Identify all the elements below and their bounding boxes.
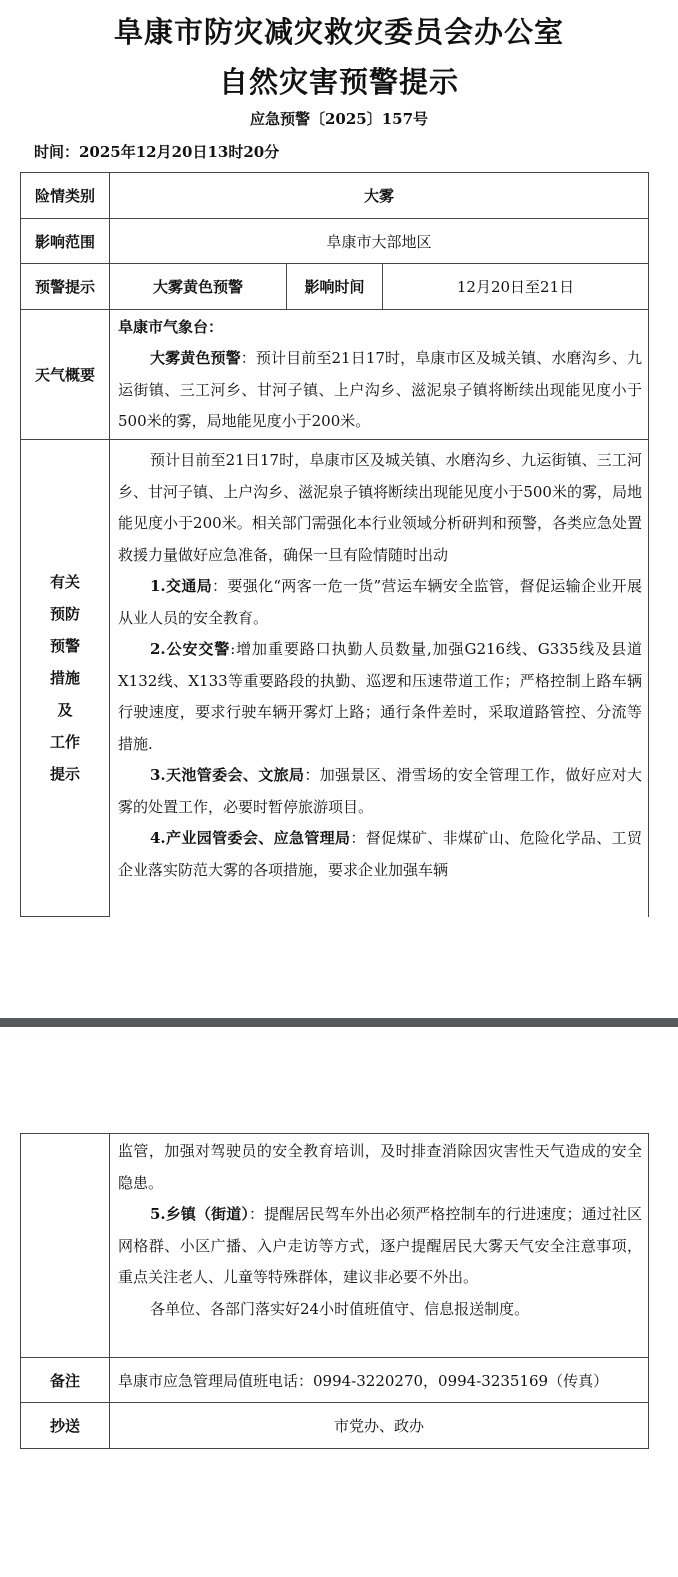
table-row [21, 219, 649, 264]
weather-source: 阜康市气象台： [118, 317, 224, 336]
measures-label-line: 措施 [49, 669, 80, 687]
measures-label-line: 及 [57, 701, 73, 719]
risk-type-label: 险情类别 [21, 173, 110, 219]
table-row [21, 1134, 649, 1358]
scope-label: 影响范围 [21, 219, 110, 264]
item5-heading: 5.乡镇（街道） [150, 1205, 249, 1223]
notice-title: 自然灾害预警提示 [218, 65, 459, 99]
issuer-title: 阜康市防灾减灾救灾委员会办公室 [113, 15, 564, 49]
cc-value: 市党办、政办 [110, 1403, 649, 1449]
page-divider [0, 1018, 678, 1027]
table-row [21, 173, 649, 219]
measures-content-continued [110, 1134, 649, 1358]
table-row [21, 1358, 649, 1403]
table-row [21, 310, 649, 440]
weather-summary [110, 310, 649, 440]
item3-heading: 3.天池管委会、文旅局 [150, 766, 305, 784]
measures-content [110, 440, 649, 917]
cc-label: 抄送 [21, 1403, 110, 1449]
remarks-label: 备注 [21, 1358, 110, 1403]
warning-table-continued [20, 1133, 649, 1449]
measures-label-line: 工作 [49, 733, 80, 751]
impact-time-value: 12月20日至21日 [383, 264, 649, 310]
measures-label-continued [21, 1134, 110, 1358]
remarks-value: 阜康市应急管理局值班电话：0994-3220270，0994-3235169（传真） [110, 1358, 649, 1403]
document-number: 应急预警〔2025〕157号 [249, 110, 429, 128]
closing-text: 各单位、各部门落实好24小时值班值守、信息报送制度。 [150, 1299, 530, 1318]
weather-label: 天气概要 [21, 310, 110, 440]
measures-label-line: 预防 [49, 605, 80, 623]
weather-heading: 大雾黄色预警 [150, 349, 241, 367]
item4-text-continued: 监管，加强对驾驶员的安全教育培训，及时排查消除因灾害性天气造成的安全隐患。 [118, 1142, 642, 1192]
impact-time-label: 影响时间 [287, 264, 383, 310]
item2-text: :增加重要路口执勤人员数量,加强G216线、G335线及县道X132线、X133等重要路段的执勤、巡逻和压速带道工作；严格控制上路车辆行驶速度，要求行驶车辆开雾灯上路；通行条件差时，采取道路管控、分流等措施. [118, 640, 643, 753]
measures-intro: 预计目前至21日17时，阜康市区及城关镇、水磨沟乡、九运街镇、三工河乡、甘河子镇、上户沟乡、滋泥泉子镇将断续出现能见度小于500米的雾，局地能见度小于200米。相关部门需强化本行业领域分析研判和预警，各类应急处置救援力量做好应急准备，确保一旦有险情随时出动 [118, 451, 643, 564]
item4-text: ：督促煤矿、非煤矿山、危险化学品、工贸企业落实防范大雾的各项措施，要求企业加强车辆 [118, 829, 643, 879]
warning-table [20, 172, 649, 917]
warning-label: 预警提示 [21, 264, 110, 310]
measures-label [21, 440, 110, 917]
table-row [21, 1403, 649, 1449]
table-row [21, 264, 649, 310]
measures-label-line: 预警 [49, 637, 80, 655]
table-row [21, 440, 649, 917]
scope-value: 阜康市大部地区 [110, 219, 649, 264]
measures-label-line: 提示 [49, 765, 80, 783]
item4-heading: 4.产业园管委会、应急管理局 [150, 829, 351, 847]
measures-label-line: 有关 [49, 573, 80, 591]
item2-heading: 2.公安交警 [150, 640, 231, 658]
warning-value: 大雾黄色预警 [110, 264, 287, 310]
item3-text: ：加强景区、滑雪场的安全管理工作，做好应对大雾的处置工作，必要时暂停旅游项目。 [118, 766, 643, 816]
weather-text: ：预计目前至21日17时，阜康市区及城关镇、水磨沟乡、九运街镇、三工河乡、甘河子镇、上户沟乡、滋泥泉子镇将断续出现能见度小于500米的雾，局地能见度小于200米。 [118, 349, 643, 430]
item1-heading: 1.交通局 [150, 577, 213, 595]
risk-type-value: 大雾 [110, 173, 649, 219]
issue-time: 时间：2025年12月20日13时20分 [34, 143, 280, 161]
item5-text: ：提醒居民驾车外出必须严格控制车的行进速度；通过社区网格群、小区广播、入户走访等方式，逐户提醒居民大雾天气安全注意事项，重点关注老人、儿童等特殊群体，建议非必要不外出。 [118, 1205, 642, 1286]
item1-text: ：要强化“两客一危一货”营运车辆安全监管，督促运输企业开展从业人员的安全教育。 [118, 577, 643, 627]
